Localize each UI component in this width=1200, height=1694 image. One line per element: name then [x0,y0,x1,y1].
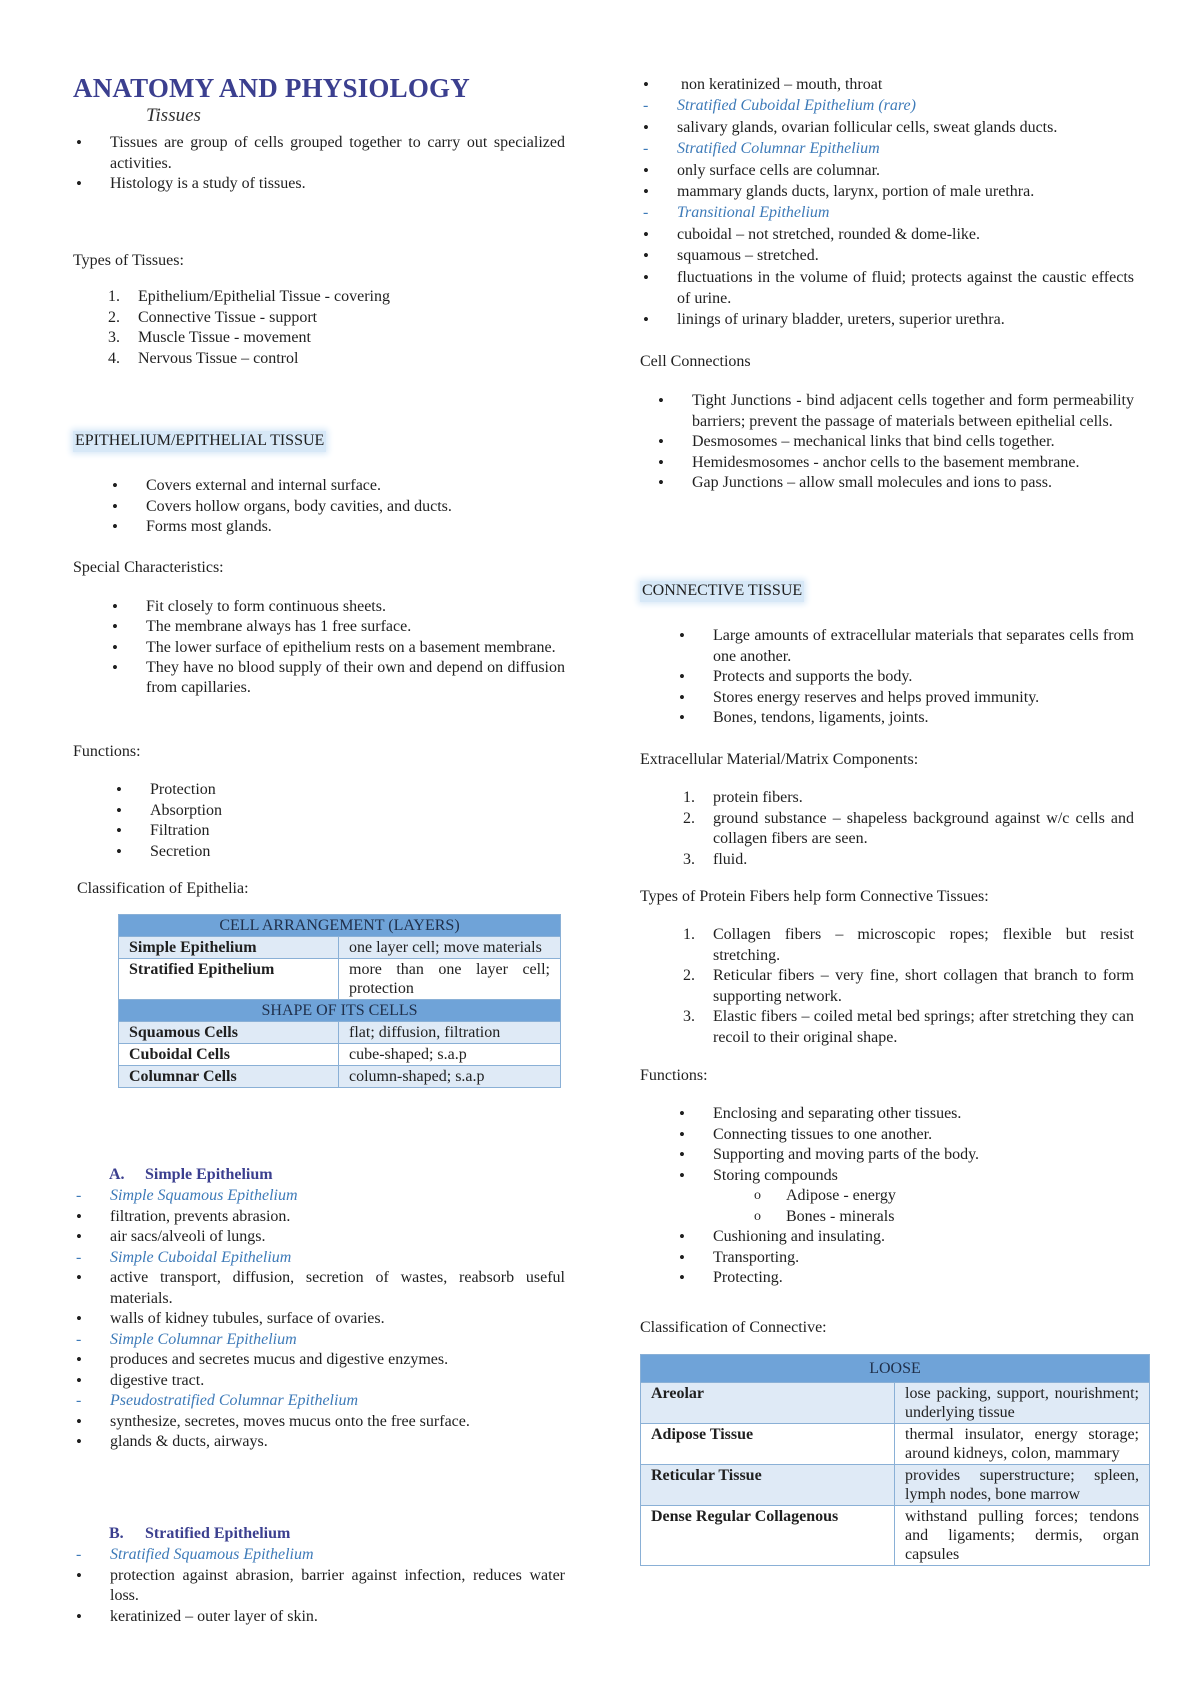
stratified-epithelium-list [110,1545,565,1627]
list-item: • keratinized – outer layer of skin. [110,1607,565,1628]
special-heading: Special Characteristics: [73,559,224,576]
table-header: SHAPE OF ITS CELLS [119,1000,561,1022]
list-item: • Secretion [150,842,450,863]
list-item: • Hemidesmosomes - anchor cells to the basement membrane. [692,453,1134,474]
list-item: • cuboidal – not stretched, rounded & dome-like. [677,224,1134,245]
list-item: • Filtration [150,821,450,842]
list-item: • fluctuations in the volume of fluid; protects against the caustic effects of urine. [677,267,1134,310]
stratified-continued-list [677,74,1134,331]
list-item: 1. Collagen fibers – microscopic ropes; flexible but resist stretching. [683,926,1134,964]
types-heading: Types of Tissues: [73,252,184,269]
list-item: • linings of urinary bladder, ureters, superior urethra. [677,309,1134,330]
connective-list [713,626,1134,729]
list-item: - Simple Squamous Epithelium [110,1186,565,1207]
list-item: • protection against abrasion, barrier against infection, reduces water loss. [110,1566,565,1607]
table-row: Stratified Epithelium more than one layer cell; protection [119,959,561,1000]
list-item: • non keratinized – mouth, throat [677,74,1134,95]
list-item: • salivary glands, ovarian follicular cells, sweat glands ducts. [677,117,1134,138]
intro-list [110,133,565,195]
epithelium-heading: EPITHELIUM/EPITHELIAL TISSUE [73,431,565,452]
list-item: • Gap Junctions – allow small molecules and ions to pass. [692,473,1134,494]
list-item: • digestive tract. [110,1371,565,1392]
list-item: • synthesize, secretes, moves mucus onto the free surface. [110,1412,565,1433]
table-row: Adipose Tissue thermal insulator, energy storage; around kidneys, colon, mammary [641,1424,1150,1465]
list-item: • Transporting. [713,1248,1134,1269]
list-item: o Bones - minerals [786,1207,1134,1228]
table-row: Reticular Tissue provides superstructure; spleen, lymph nodes, bone marrow [641,1465,1150,1506]
table-row: Areolar lose packing, support, nourishment; underlying tissue [641,1383,1150,1424]
simple-epithelium-heading: A. Simple Epithelium [109,1166,273,1183]
list-item: 4. Nervous Tissue – control [108,349,299,367]
list-item: • Protecting. [713,1268,1134,1289]
list-item: • Protection [150,780,450,801]
functions-heading: Functions: [73,743,141,760]
list-item: • Supporting and moving parts of the body. [713,1145,1134,1166]
epithelia-table [118,914,561,1088]
list-item: 2. ground substance – shapeless background against w/c cells and collagen fibers are seen. [683,809,1134,847]
table-row: Cuboidal Cells cube-shaped; s.a.p [119,1044,561,1066]
list-item: • They have no blood supply of their own and depend on diffusion from capillaries. [146,658,565,699]
list-item: 3. fluid. [683,850,748,868]
page-title: ANATOMY AND PHYSIOLOGY [73,73,470,103]
list-item: - Stratified Squamous Epithelium [110,1545,565,1566]
matrix-list [683,788,1134,870]
list-item: • Tight Junctions - bind adjacent cells together and form permeability barriers; prevent the passage of materials between epithelial cells. [692,391,1134,432]
connective-table [640,1354,1150,1566]
list-item: • Storing compounds [713,1166,1134,1187]
list-item: 2. Connective Tissue - support [108,308,318,326]
list-item: • Forms most glands. [146,517,546,538]
table-header: LOOSE [641,1355,1150,1383]
cell-connections-heading: Cell Connections [640,353,751,370]
list-item: • active transport, diffusion, secretion of wastes, reabsorb useful materials. [110,1268,565,1309]
list-item: - Simple Cuboidal Epithelium [110,1248,565,1269]
connective-functions-heading: Functions: [640,1067,708,1084]
list-item: 3. Elastic fibers – coiled metal bed springs; after stretching they can recoil to their original shape. [683,1008,1134,1046]
fibers-heading: Types of Protein Fibers help form Connective Tissues: [640,888,989,905]
list-item: o Adipose - energy [786,1186,1134,1207]
list-item: - Pseudostratified Columnar Epithelium [110,1391,565,1412]
functions-list [150,780,450,862]
list-item: - Stratified Columnar Epithelium [677,138,1134,159]
list-item: • Covers hollow organs, body cavities, and ducts. [146,497,546,518]
page-subtitle: Tissues [146,105,201,126]
list-item: • squamous – stretched. [677,245,1134,266]
special-list [146,597,565,698]
list-item: • Connecting tissues to one another. [713,1125,1134,1146]
epithelium-list [146,476,546,538]
table-row: Columnar Cells column-shaped; s.a.p [119,1066,561,1088]
list-item: • glands & ducts, airways. [110,1432,565,1453]
list-item: • Protects and supports the body. [713,667,1134,688]
list-item: • Absorption [150,801,450,822]
table-header: CELL ARRANGEMENT (LAYERS) [119,915,561,937]
list-item: 1. Epithelium/Epithelial Tissue - covering [108,288,390,305]
matrix-heading: Extracellular Material/Matrix Components: [640,751,919,768]
list-item: • only surface cells are columnar. [677,160,1134,181]
list-item: - Stratified Cuboidal Epithelium (rare) [677,95,1134,116]
list-item: - Simple Columnar Epithelium [110,1330,565,1351]
list-item: • Large amounts of extracellular materials that separates cells from one another. [713,626,1134,667]
connective-functions-list [713,1104,1134,1289]
connective-classification-heading: Classification of Connective: [640,1319,827,1336]
fibers-list [683,925,1134,1048]
list-item: • Cushioning and insulating. [713,1227,1134,1248]
list-item: • The membrane always has 1 free surface. [146,617,565,637]
list-item: • Stores energy reserves and helps proved immunity. [713,688,1134,709]
table-row: Dense Regular Collagenous withstand pulling forces; tendons and ligaments; dermis, organ capsules [641,1506,1150,1566]
list-item: - Transitional Epithelium [677,202,1134,223]
list-item: • Enclosing and separating other tissues. [713,1104,1134,1125]
list-item: 2. Reticular fibers – very fine, short collagen that branch to form supporting network. [683,967,1134,1005]
list-item: • Covers external and internal surface. [146,476,546,497]
table-row: Simple Epithelium one layer cell; move materials [119,937,561,959]
simple-epithelium-list [110,1186,565,1453]
list-item: 3. Muscle Tissue - movement [108,329,311,346]
list-item: • Tissues are group of cells grouped together to carry out specialized activities. [110,133,565,174]
list-item: • filtration, prevents abrasion. [110,1207,565,1228]
list-item: 1. protein fibers. [683,789,803,806]
list-item: • Desmosomes – mechanical links that bind cells together. [692,432,1134,453]
cell-connections-list [692,391,1134,494]
list-item: • The lower surface of epithelium rests on a basement membrane. [146,638,565,658]
list-item: • air sacs/alveoli of lungs. [110,1227,565,1248]
list-item: • Fit closely to form continuous sheets. [146,597,565,617]
stratified-epithelium-heading: B. Stratified Epithelium [109,1525,291,1542]
table-row: Squamous Cells flat; diffusion, filtration [119,1022,561,1044]
types-list [108,287,558,369]
list-item: • walls of kidney tubules, surface of ovaries. [110,1309,565,1330]
list-item: • Bones, tendons, ligaments, joints. [713,708,1134,729]
classification-heading: Classification of Epithelia: [77,880,249,897]
list-item: • produces and secretes mucus and digestive enzymes. [110,1350,565,1371]
connective-heading: CONNECTIVE TISSUE [640,581,1134,602]
list-item: • mammary glands ducts, larynx, portion of male urethra. [677,181,1134,202]
list-item: • Histology is a study of tissues. [110,174,565,195]
